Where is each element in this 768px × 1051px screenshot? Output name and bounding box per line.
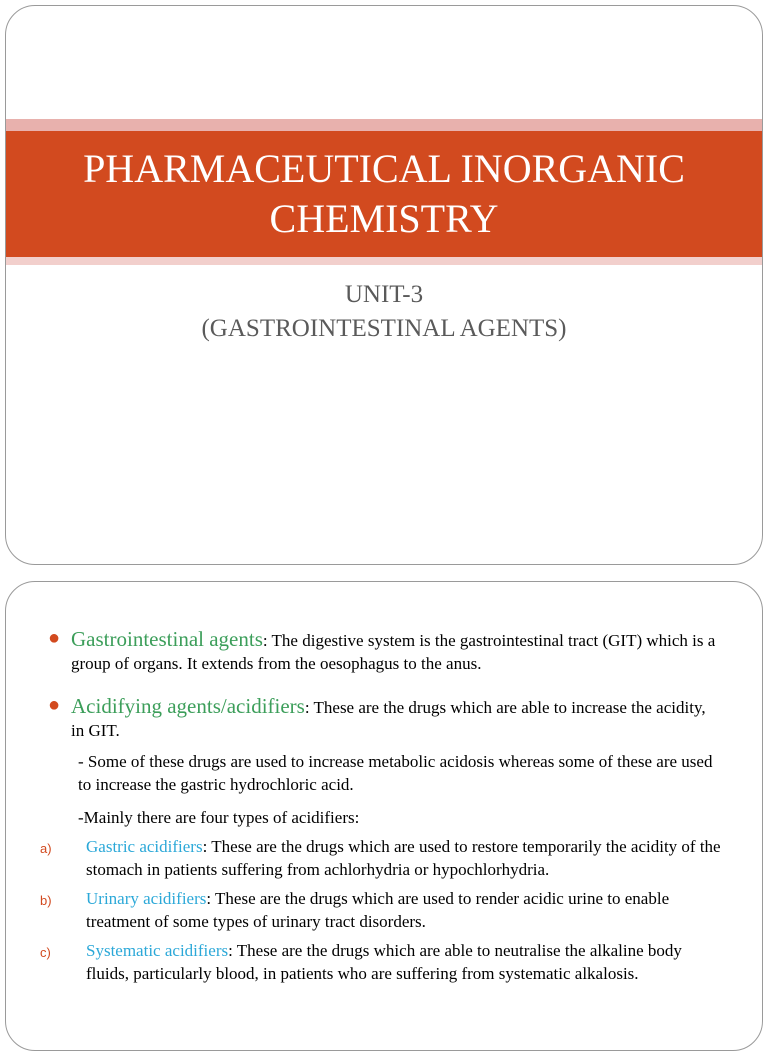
topic-label: (GASTROINTESTINAL AGENTS) (201, 315, 567, 342)
bullet-text: : The digestive system is the gastrointestinal tract (GIT) which is a group of organs. It extends from the oesophagus to the anus. (71, 631, 716, 673)
bullet-term: Acidifying agents/acidifiers (71, 694, 305, 718)
list-term: Gastric acidifiers (86, 837, 203, 856)
paragraph-four-types: -Mainly there are four types of acidifiers: (78, 808, 360, 827)
list-letter: c) (40, 945, 51, 960)
paragraph-metabolic: - Some of these drugs are used to increase metabolic acidosis whereas some of these are used to increase the gastric hydrochloric acid. (78, 752, 713, 794)
title-bottom-stripe (6, 257, 762, 265)
list-letter: a) (40, 841, 52, 856)
content-slide (5, 581, 763, 1051)
list-text: : These are the drugs which are used to restore temporarily the acidity of the stomach in patients suffering from achlorhydria or hypochlorhydria. (86, 837, 721, 879)
list-term: Systematic acidifiers (86, 941, 229, 960)
list-text: : These are the drugs which are able to neutralise the alkaline body fluids, particularly blood, in patients who are suffering from systematic alkalosis. (86, 941, 682, 983)
list-item (36, 835, 722, 881)
acidifier-types-list (36, 835, 722, 985)
title-top-stripe (6, 119, 762, 131)
bullet-acidifying-agents (48, 694, 722, 742)
bullet-dot-icon: ● (48, 627, 61, 649)
slide-subtitle (6, 278, 762, 346)
title-slide (5, 5, 763, 565)
bullet-text: : These are the drugs which are able to increase the acidity, in GIT. (71, 698, 706, 740)
list-item (36, 887, 722, 933)
list-item (36, 939, 722, 985)
list-text: : These are the drugs which are used to render acidic urine to enable treatment of some types of urinary tract disorders. (86, 889, 670, 931)
bullet-term: Gastrointestinal agents (71, 627, 263, 651)
slide-content (40, 627, 722, 991)
slide-title: PHARMACEUTICAL INORGANIC CHEMISTRY (83, 146, 685, 241)
bullet-gastrointestinal-agents (48, 627, 722, 675)
bullet-dot-icon: ● (48, 694, 61, 716)
list-letter: b) (40, 893, 52, 908)
list-term: Urinary acidifiers (86, 889, 207, 908)
unit-label: UNIT-3 (344, 281, 424, 308)
